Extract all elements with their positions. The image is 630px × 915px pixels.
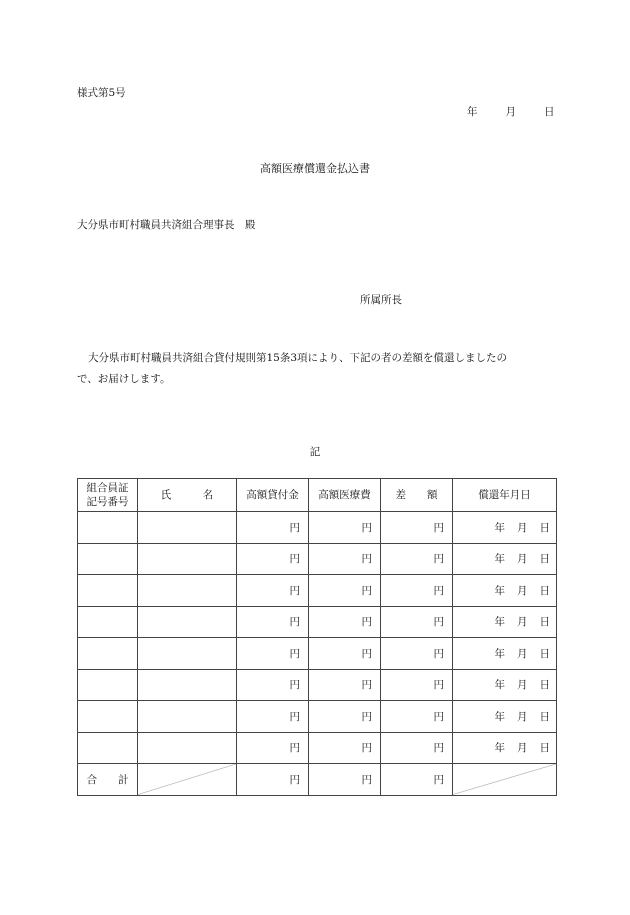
cell-medical[interactable]: 円 <box>309 638 381 670</box>
cell-member-no[interactable] <box>78 701 138 733</box>
cell-medical[interactable]: 円 <box>309 606 381 638</box>
table-row <box>78 669 557 701</box>
cell-name[interactable] <box>138 638 237 670</box>
cell-name[interactable] <box>138 669 237 701</box>
table-row <box>78 512 557 544</box>
cell-repay-date[interactable]: 年 月 日 <box>453 732 557 764</box>
cell-name[interactable] <box>138 543 237 575</box>
cell-name[interactable] <box>138 512 237 544</box>
cell-repay-date[interactable]: 年 月 日 <box>453 543 557 575</box>
cell-name[interactable] <box>138 606 237 638</box>
cell-loan[interactable]: 円 <box>237 732 309 764</box>
table-row <box>78 543 557 575</box>
cell-repay-date[interactable]: 年 月 日 <box>453 512 557 544</box>
table-row <box>78 732 557 764</box>
body-line-1: 大分県市町村職員共済組合貸付規則第15条3項により、下記の者の差額を償還しましたの <box>88 352 508 364</box>
table-row <box>78 575 557 607</box>
ki-heading: 記 <box>309 446 321 458</box>
table-row <box>78 701 557 733</box>
cell-loan[interactable]: 円 <box>237 638 309 670</box>
document-title: 高額医療償還金払込書 <box>260 162 370 175</box>
cell-loan[interactable]: 円 <box>237 701 309 733</box>
cell-member-no[interactable] <box>78 575 138 607</box>
date-line <box>467 104 555 119</box>
cell-diff[interactable]: 円 <box>381 732 453 764</box>
cell-loan[interactable]: 円 <box>237 606 309 638</box>
table-header-row <box>78 479 557 512</box>
total-date-blank <box>453 764 557 796</box>
cell-repay-date[interactable]: 年 月 日 <box>453 575 557 607</box>
sender: 所属所長 <box>360 294 402 306</box>
cell-diff[interactable]: 円 <box>381 543 453 575</box>
table-row <box>78 606 557 638</box>
cell-medical[interactable]: 円 <box>309 512 381 544</box>
header-medical: 高額医療費 <box>309 479 381 512</box>
table-row <box>78 638 557 670</box>
cell-repay-date[interactable]: 年 月 日 <box>453 701 557 733</box>
cell-medical[interactable]: 円 <box>309 669 381 701</box>
cell-loan[interactable]: 円 <box>237 543 309 575</box>
body-text <box>77 348 555 390</box>
cell-diff[interactable]: 円 <box>381 701 453 733</box>
cell-medical[interactable]: 円 <box>309 732 381 764</box>
cell-member-no[interactable] <box>78 512 138 544</box>
body-line-2: で、お届けします。 <box>77 373 171 385</box>
date-month: 月 <box>505 106 516 118</box>
cell-name[interactable] <box>138 732 237 764</box>
total-diff[interactable]: 円 <box>381 764 453 796</box>
repayment-table <box>77 478 557 796</box>
cell-loan[interactable]: 円 <box>237 575 309 607</box>
total-medical[interactable]: 円 <box>309 764 381 796</box>
cell-medical[interactable]: 円 <box>309 575 381 607</box>
total-label: 合 計 <box>78 764 138 796</box>
cell-diff[interactable]: 円 <box>381 669 453 701</box>
addressee: 大分県市町村職員共済組合理事長 殿 <box>77 219 256 231</box>
header-name: 氏 名 <box>138 479 237 512</box>
total-name-blank <box>138 764 237 796</box>
cell-member-no[interactable] <box>78 732 138 764</box>
cell-diff[interactable]: 円 <box>381 606 453 638</box>
cell-loan[interactable]: 円 <box>237 669 309 701</box>
form-number: 様式第5号 <box>77 87 126 99</box>
header-repay-date: 償還年月日 <box>453 479 557 512</box>
cell-repay-date[interactable]: 年 月 日 <box>453 638 557 670</box>
cell-member-no[interactable] <box>78 638 138 670</box>
header-diff: 差 額 <box>381 479 453 512</box>
header-member-no: 組合員証 記号番号 <box>78 479 138 512</box>
cell-repay-date[interactable]: 年 月 日 <box>453 669 557 701</box>
cell-member-no[interactable] <box>78 543 138 575</box>
header-loan: 高額貸付金 <box>237 479 309 512</box>
date-day: 日 <box>544 106 555 118</box>
date-year: 年 <box>467 106 478 118</box>
cell-diff[interactable]: 円 <box>381 638 453 670</box>
cell-medical[interactable]: 円 <box>309 701 381 733</box>
cell-diff[interactable]: 円 <box>381 575 453 607</box>
cell-name[interactable] <box>138 701 237 733</box>
cell-diff[interactable]: 円 <box>381 512 453 544</box>
cell-name[interactable] <box>138 575 237 607</box>
cell-member-no[interactable] <box>78 606 138 638</box>
total-row <box>78 764 557 796</box>
cell-repay-date[interactable]: 年 月 日 <box>453 606 557 638</box>
total-loan[interactable]: 円 <box>237 764 309 796</box>
cell-member-no[interactable] <box>78 669 138 701</box>
cell-loan[interactable]: 円 <box>237 512 309 544</box>
cell-medical[interactable]: 円 <box>309 543 381 575</box>
